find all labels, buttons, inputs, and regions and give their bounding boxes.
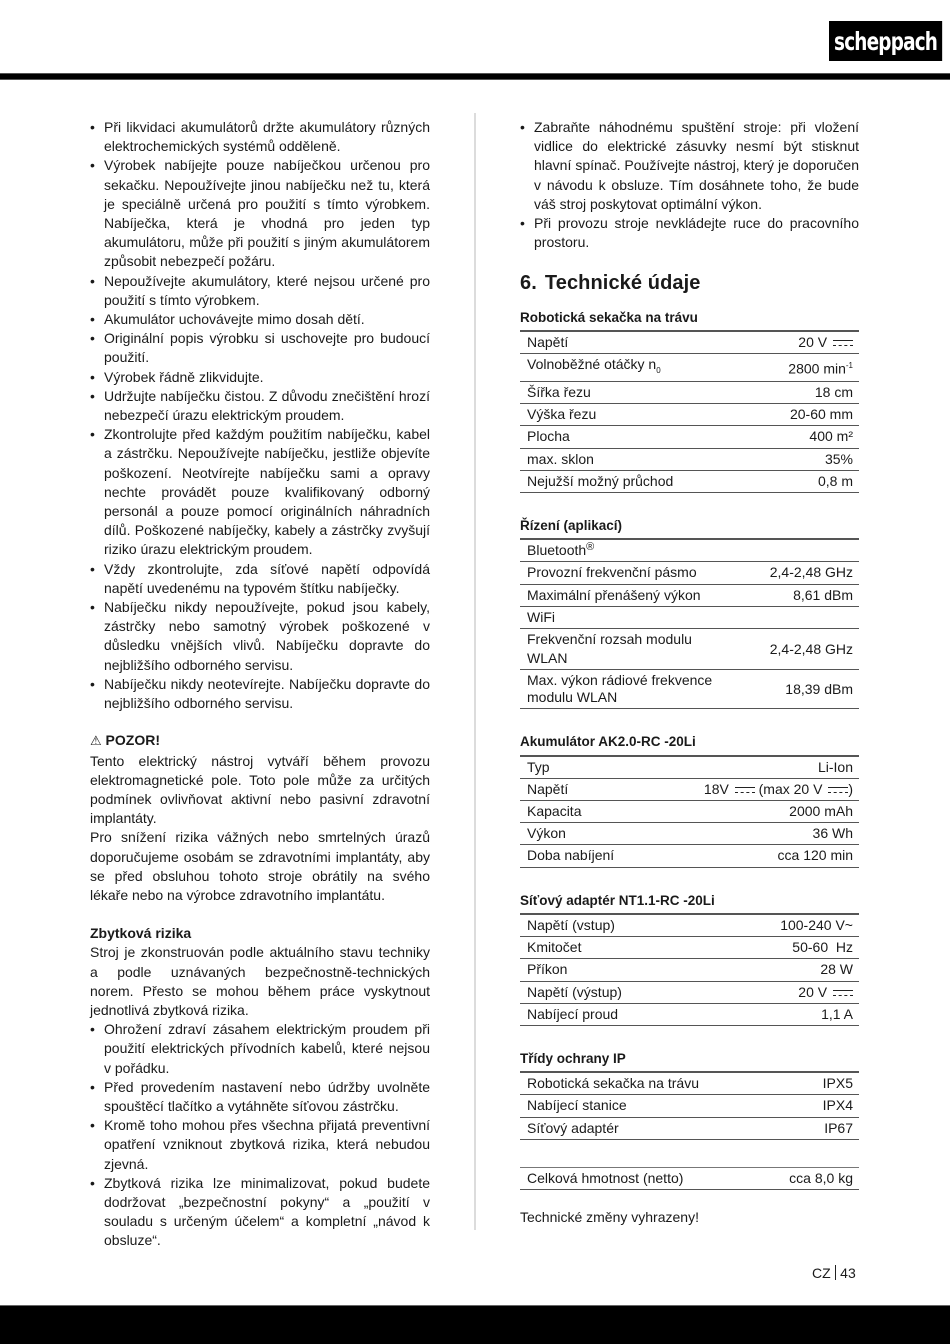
spec-group-weight: [520, 1167, 859, 1190]
table-row: [520, 448, 859, 470]
table-row: [520, 756, 859, 779]
table-row: [520, 981, 859, 1003]
spec-label: Volnoběžné otáčky $n_0$: [527, 356, 661, 375]
table-row: [520, 426, 859, 448]
table-row: [520, 382, 859, 404]
column-divider: [474, 113, 476, 1230]
dc-current-icon: [828, 787, 848, 793]
spec-group-control: [520, 516, 859, 709]
left-column: [90, 118, 430, 1251]
dc-current-icon: [833, 990, 853, 996]
table-row: [520, 606, 859, 628]
table-row: [520, 1117, 859, 1139]
spec-value: 2000 mAh: [789, 803, 853, 820]
list-item: • Originální popis výrobku si uschovejte pro budoucí použití.: [90, 329, 430, 367]
spec-value: 20-60 mm: [789, 406, 853, 423]
spec-label: Nejužší možný průchod: [527, 472, 674, 489]
table-row: [520, 1072, 859, 1095]
spec-label: Kapacita: [527, 803, 582, 820]
header-rule: [0, 73, 950, 80]
list-item: • Před provedením nastavení nebo údržby uvolněte spouštěcí tlačítko a vytáhněte síťovou zástrčku.: [90, 1078, 430, 1116]
spec-label: Typ: [527, 758, 550, 775]
spec-value: 1,1 A: [821, 1005, 853, 1022]
spec-value: Li-Ion: [817, 758, 853, 775]
brand-logo: scheppach: [829, 21, 942, 61]
spec-label: Napětí: [527, 780, 569, 797]
spec-label: Síťový adaptér: [527, 1119, 619, 1136]
table-row: [520, 331, 859, 354]
table-row: [520, 1095, 859, 1117]
safety-bullet-list: [90, 118, 430, 713]
residual-risks-intro: Stroj je zkonstruován podle aktuálního stavu techniky a podle uznávaných bezpečnostně-technických norem. Přesto se mohou během práce vyskytnout jednotlivá zbytková rizika.: [90, 944, 430, 1018]
language-code: CZ: [812, 1265, 831, 1281]
spec-value: 18 cm: [814, 384, 853, 401]
spec-value: 400 m²: [809, 428, 853, 445]
table-title: Akumulátor AK2.0-RC -20Li: [520, 734, 696, 750]
list-item: • Nabíječku nikdy neotevírejte. Nabíječku dopravte do nejbližšího odborného servisu.: [90, 675, 430, 713]
spec-value: 2,4-2,48 GHz: [769, 564, 853, 581]
warning-triangle-icon: ⚠: [90, 734, 102, 750]
list-item: • Při likvidaci akumulátorů držte akumulátory různých elektrochemických systémů odděleně.: [90, 118, 430, 156]
spec-label: Maximální přenášený výkon: [527, 586, 701, 603]
spec-value: 2800 $\min^{-1}$: [788, 360, 853, 377]
spec-label: Příkon: [527, 961, 568, 978]
spec-label: max. sklon: [527, 450, 594, 467]
spec-table-battery: [520, 755, 859, 868]
spec-value: 8,61 dBm: [793, 586, 853, 603]
warning-paragraph: Tento elektrický nástroj vytváří během provozu elektromagnetické pole. Toto pole může za určitých podmínek ovlivňovat aktivní nebo pasivní zdravotní implantáty.: [90, 752, 430, 827]
spec-value: 0,8 m: [817, 472, 853, 489]
spec-label: Výška řezu: [527, 406, 597, 423]
spec-label: Frekvenční rozsah modulu WLAN: [527, 631, 692, 667]
table-row: [520, 959, 859, 981]
table-row: [520, 670, 859, 709]
table-row: [520, 354, 859, 382]
table-title: Třídy ochrany IP: [520, 1050, 626, 1066]
spec-value: 28 W: [820, 961, 853, 978]
spec-value: cca 120 min: [777, 847, 853, 864]
separator: [835, 1265, 837, 1280]
spec-label: Výkon: [527, 825, 566, 842]
table-row: [520, 470, 859, 492]
spec-label: Celková hmotnost (netto): [527, 1169, 684, 1186]
warning-title: POZOR!: [105, 732, 160, 749]
spec-table-mower: [520, 330, 859, 493]
spec-value: 50-60 Hz: [792, 939, 853, 956]
page-num: 43: [840, 1265, 856, 1281]
technical-changes-note: Technické změny vyhrazeny!: [520, 1208, 699, 1225]
list-item: • Výrobek nabíjejte pouze nabíječkou určenou pro sekačku. Nepoužívejte jinou nabíječku než tu, která je speciálně určená pro použití s tímto výrobkem. Nabíječka, která je vhodná pro jeden typ akumulátoru, může při použití s jiným akumulátorem způsobit nebezpečí požáru.: [90, 156, 430, 271]
spec-table-ip: [520, 1071, 859, 1140]
table-row: [520, 914, 859, 937]
warning-paragraph: Pro snížení rizika vážných nebo smrtelných úrazů doporučujeme osobám se zdravotními implantáty, aby se před obsluhou tohoto stroje obrátily na svého lékaře nebo na výrobce zdravotního implantátu.: [90, 829, 430, 903]
list-item: • Při provozu stroje nevkládejte ruce do pracovního prostoru.: [520, 214, 859, 252]
spec-value: 20 V: [748, 331, 859, 354]
table-title: Síťový adaptér NT1.1-RC -20Li: [520, 892, 715, 908]
list-item: • Nabíječku nikdy nepoužívejte, pokud jsou kabely, zástrčky nebo samotný výrobek poškozené v důsledku vnějších vlivů. Nabíječku dopravte do nejbližšího odborného servisu.: [90, 598, 430, 675]
list-item: • Vždy zkontrolujte, zda síťové napětí odpovídá napětí uvedenému na typovém štítku nabíječky.: [90, 560, 430, 598]
spec-group-adapter: [520, 891, 859, 1026]
spec-label: Šířka řezu: [527, 384, 591, 401]
table-row: [520, 845, 859, 867]
spec-label: Doba nabíjení: [527, 847, 615, 864]
section-title: [520, 274, 859, 293]
page-number: [812, 1265, 856, 1281]
table-row: [520, 562, 859, 584]
list-item: • Zkontrolujte před každým použitím nabíječku, kabel a zástrčku. Nepoužívejte nabíječku, jestliže objevíte poškození. Neotvírejte nabíječku sami a opravy nechte provádět pouze kvalifikovaný odborný personál a pouze pomocí originálních náhradních dílů. Poškozené nabíječky, kabely a zástrčky zvyšují riziko úrazu elektrickým proudem.: [90, 425, 430, 559]
spec-label: Napětí: [527, 333, 569, 350]
spec-table-adapter: [520, 913, 859, 1026]
spec-value: 35%: [824, 450, 853, 467]
safety-bullet-list: [520, 118, 859, 252]
table-row: [520, 584, 859, 606]
spec-label: Napětí (výstup): [527, 983, 622, 1000]
spec-value: cca 8,0 kg: [789, 1169, 853, 1186]
spec-label: Max. výkon rádiové frekvence modulu WLAN: [527, 672, 713, 706]
spec-label: Kmitočet: [527, 939, 582, 956]
list-item: • Výrobek řádně zlikvidujte.: [90, 368, 430, 387]
list-item: • Zbytková rizika lze minimalizovat, pokud budete dodržovat „bezpečnostní pokyny“ a „použití v souladu s určeným účelem“ a kompletní „návod k obsluze“.: [90, 1174, 430, 1251]
spec-group-ip: [520, 1049, 859, 1140]
spec-table-weight: [520, 1167, 859, 1190]
table-row: [520, 778, 859, 800]
list-item: • Zabraňte náhodnému spuštění stroje: při vložení vidlice do elektrické zásuvky nesmí být stisknut hlavní spínač. Používejte nástroj, který je doporučen v návodu k obsluze. Tím dosáhnete toho, že bude váš stroj poskytovat optimální výkon.: [520, 118, 859, 214]
spec-label: Robotická sekačka na trávu: [527, 1075, 699, 1092]
table-row: [520, 1003, 859, 1025]
spacer: [520, 1140, 859, 1167]
spec-label: WiFi: [527, 608, 555, 625]
list-item: • Kromě toho mohou přes všechna přijatá preventivní opatření vzniknout zbytková rizika, která nebudou zjevná.: [90, 1116, 430, 1174]
table-row: [520, 404, 859, 426]
spec-value: 20 V: [709, 981, 859, 1003]
table-row: [520, 937, 859, 959]
spec-value: IP67: [824, 1119, 853, 1136]
list-item: • Akumulátor uchovávejte mimo dosah dětí.: [90, 310, 430, 329]
list-item: • Nepoužívejte akumulátory, které nejsou určené pro použití s tímto výrobkem.: [90, 272, 430, 310]
table-row: [520, 823, 859, 845]
spec-label: Napětí (vstup): [527, 916, 615, 933]
spec-value: IPX5: [822, 1075, 853, 1092]
section-title-text: Technické údaje: [544, 272, 701, 295]
spec-label: Provozní frekvenční pásmo: [527, 564, 697, 581]
spec-value: 36 Wh: [812, 825, 853, 842]
spec-label: Plocha: [527, 428, 570, 445]
list-item: • Udržujte nabíječku čistou. Z důvodu znečištění hrozí nebezpečí úrazu elektrickým proudem.: [90, 387, 430, 425]
table-row: [520, 629, 859, 670]
residual-risks-list: [90, 1020, 430, 1250]
spec-value: 100-240 V~: [780, 916, 853, 933]
dc-current-icon: [735, 787, 755, 793]
residual-risks-heading: Zbytková rizika: [90, 925, 192, 942]
spec-value: 18V (max 20 V ): [703, 780, 853, 797]
spec-label: Nabíjecí stanice: [527, 1097, 627, 1114]
spec-label: Nabíjecí proud: [527, 1005, 619, 1022]
table-title: Řízení (aplikací): [520, 518, 623, 534]
footer-bar: [0, 1305, 950, 1344]
spec-value: 18,39 dBm: [785, 680, 853, 697]
table-title: Robotická sekačka na trávu: [520, 309, 698, 325]
spec-value: IPX4: [822, 1097, 853, 1114]
dc-current-icon: [833, 340, 853, 346]
table-row: [520, 801, 859, 823]
spec-group-mower: [520, 308, 859, 493]
list-item: • Ohrožení zdraví zásahem elektrickým proudem při použití elektrických přívodních kabelů, které nejsou v pořádku.: [90, 1020, 430, 1078]
table-row: [520, 539, 859, 562]
spec-value: 2,4-2,48 GHz: [769, 640, 853, 657]
warning-heading: [90, 731, 430, 751]
spec-label: Bluetooth®: [527, 541, 595, 559]
right-column: [520, 118, 859, 1227]
spec-table-control: [520, 538, 859, 709]
table-row: [520, 1167, 859, 1189]
spec-group-battery: [520, 732, 859, 867]
section-number: 6.: [520, 272, 537, 295]
